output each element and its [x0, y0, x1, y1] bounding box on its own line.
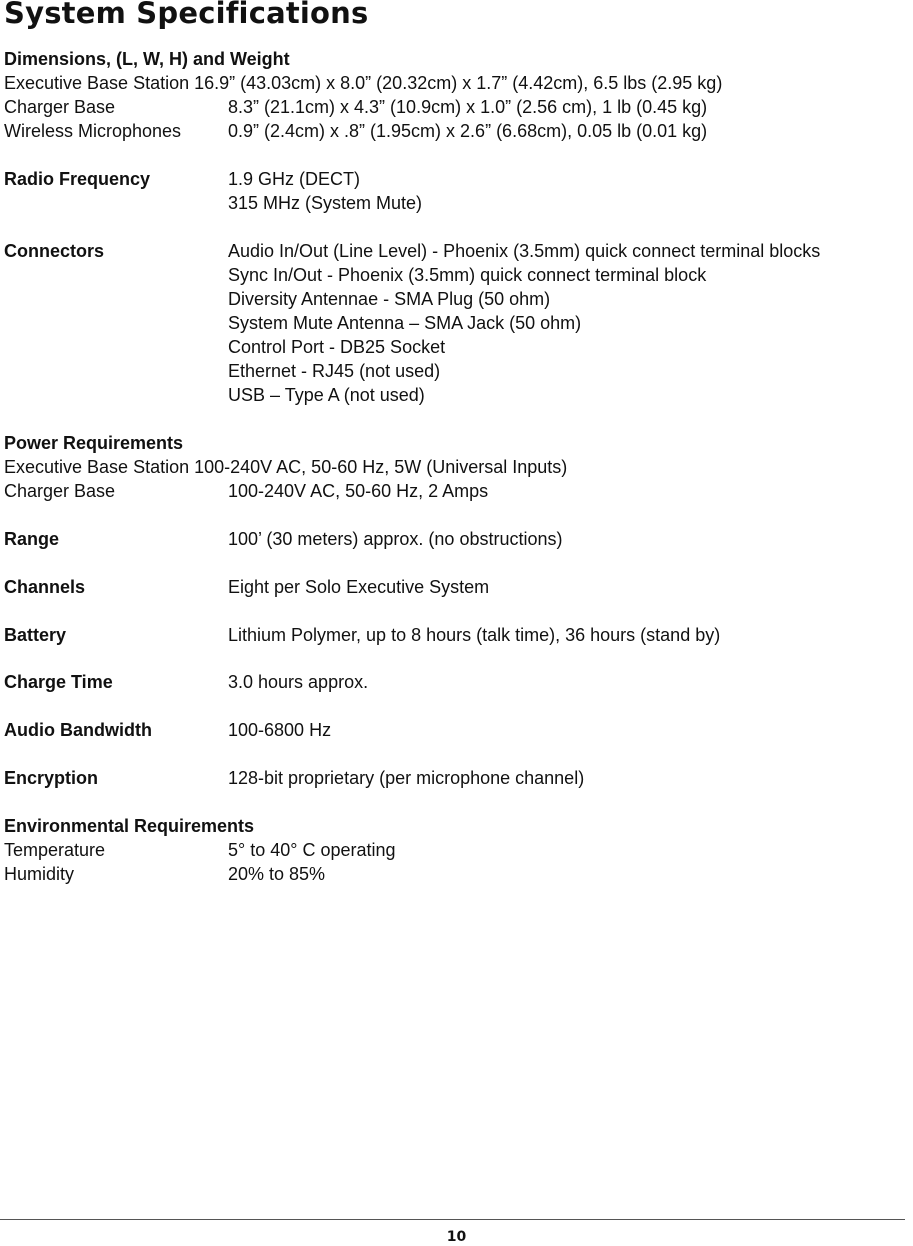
power-charger-base-value: 100-240V AC, 50-60 Hz, 2 Amps [228, 481, 489, 501]
radio-frequency-label: Radio Frequency [4, 169, 151, 189]
connectors-label: Connectors [4, 241, 105, 261]
page-number: 10 [446, 1229, 467, 1245]
power-charger-base-row [4, 479, 488, 503]
radio-frequency-value-2: 315 MHz (System Mute) [228, 193, 423, 213]
encryption-row [4, 766, 584, 790]
wireless-mics-label: Wireless Microphones [4, 121, 182, 141]
range-row [4, 527, 563, 551]
connector-item: USB – Type A (not used) [228, 385, 425, 405]
connectors-row [4, 359, 440, 383]
connector-item: Audio In/Out (Line Level) - Phoenix (3.5mm) quick connect terminal blocks [228, 241, 821, 261]
temperature-row [4, 838, 396, 862]
dimensions-heading: Dimensions, (L, W, H) and Weight [4, 49, 290, 69]
humidity-row [4, 862, 325, 886]
page-title: System Specifications [4, 0, 369, 30]
humidity-label: Humidity [4, 864, 75, 884]
connectors-row [4, 383, 425, 407]
connector-item: System Mute Antenna – SMA Jack (50 ohm) [228, 313, 582, 333]
charge-time-label: Charge Time [4, 672, 113, 692]
range-label: Range [4, 529, 60, 549]
charger-base-label: Charger Base [4, 97, 116, 117]
audio-bandwidth-label: Audio Bandwidth [4, 720, 152, 740]
temperature-value: 5° to 40° C operating [228, 840, 396, 860]
audio-bandwidth-row [4, 718, 331, 742]
temperature-label: Temperature [4, 840, 106, 860]
environmental-heading: Environmental Requirements [4, 816, 255, 836]
battery-row [4, 623, 720, 647]
charge-time-row [4, 670, 368, 694]
connector-item: Control Port - DB25 Socket [228, 337, 446, 357]
humidity-value: 20% to 85% [228, 864, 326, 884]
channels-label: Channels [4, 577, 86, 597]
connectors-row [4, 263, 706, 287]
radio-frequency-row [4, 167, 360, 191]
footer-divider [0, 1219, 905, 1220]
charge-time-value: 3.0 hours approx. [228, 672, 369, 692]
channels-value: Eight per Solo Executive System [228, 577, 490, 597]
encryption-value: 128-bit proprietary (per microphone channel) [228, 768, 585, 788]
connectors-row [4, 335, 445, 359]
battery-label: Battery [4, 625, 67, 645]
connectors-row [4, 239, 820, 263]
range-value: 100’ (30 meters) approx. (no obstructions) [228, 529, 563, 549]
dimensions-executive-base-station: Executive Base Station 16.9” (43.03cm) x 8.0” (20.32cm) x 1.7” (4.42cm), 6.5 lbs (2.95 kg) [4, 73, 723, 93]
wireless-mics-dimensions: 0.9” (2.4cm) x .8” (1.95cm) x 2.6” (6.68cm), 0.05 lb (0.01 kg) [228, 121, 708, 141]
power-heading: Power Requirements [4, 433, 184, 453]
encryption-label: Encryption [4, 768, 99, 788]
power-charger-base-label: Charger Base [4, 481, 116, 501]
battery-value: Lithium Polymer, up to 8 hours (talk time), 36 hours (stand by) [228, 625, 721, 645]
dimensions-charger-base-row [4, 95, 707, 119]
dimensions-wireless-mics-row [4, 119, 707, 143]
audio-bandwidth-value: 100-6800 Hz [228, 720, 332, 740]
connectors-row [4, 311, 581, 335]
charger-base-dimensions: 8.3” (21.1cm) x 4.3” (10.9cm) x 1.0” (2.56 cm), 1 lb (0.45 kg) [228, 97, 708, 117]
radio-frequency-row-2 [4, 191, 422, 215]
connector-item: Diversity Antennae - SMA Plug (50 ohm) [228, 289, 551, 309]
connector-item: Ethernet - RJ45 (not used) [228, 361, 441, 381]
connector-item: Sync In/Out - Phoenix (3.5mm) quick connect terminal block [228, 265, 707, 285]
radio-frequency-value-1: 1.9 GHz (DECT) [228, 169, 361, 189]
connectors-row [4, 287, 550, 311]
channels-row [4, 575, 489, 599]
power-executive-base-station: Executive Base Station 100-240V AC, 50-60 Hz, 5W (Universal Inputs) [4, 457, 568, 477]
